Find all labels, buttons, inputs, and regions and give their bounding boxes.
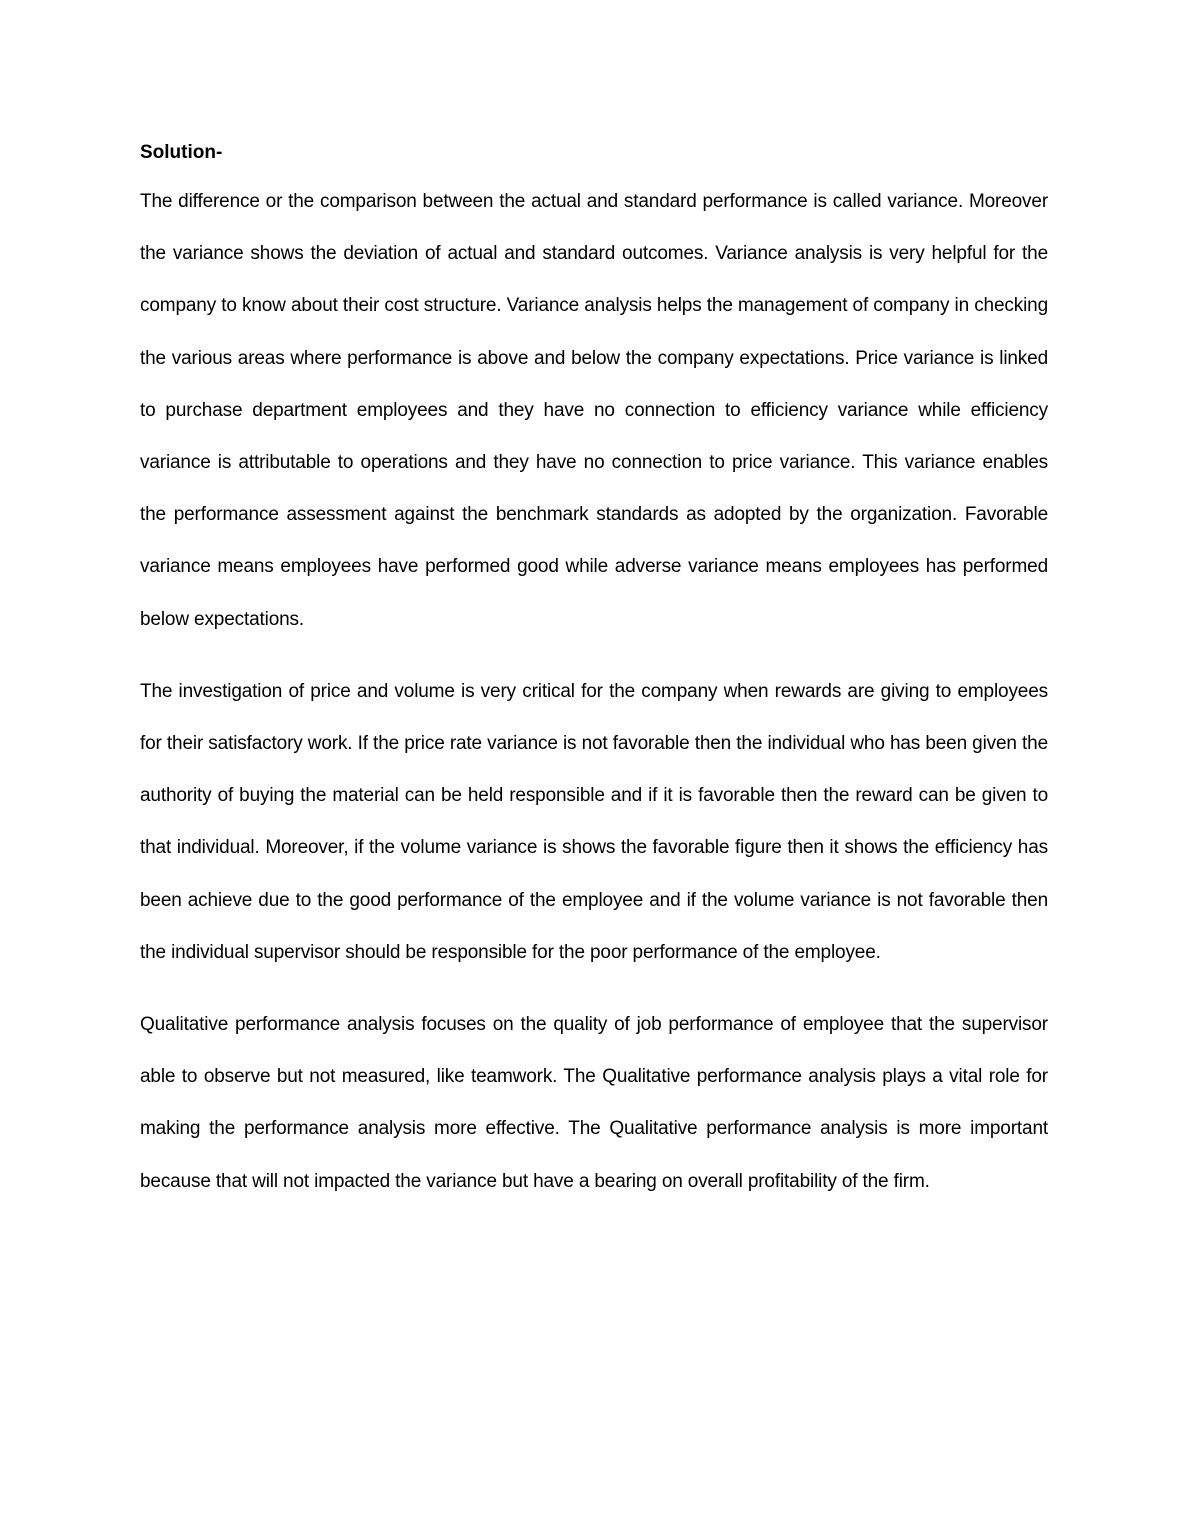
- paragraph-price-volume-investigation: The investigation of price and volume is very critical for the company when rewards are giving to employees for their satisfactory work. If the price rate variance is not favorable then the individual who has been given the authority of buying the material can be held responsible and if it is favorable then the reward can be given to that individual. Moreover, if the volume variance is shows the favorable figure then it shows the efficiency has been achieve due to the good performance of the employee and if the volume variance is not favorable then the individual supervisor should be responsible for the poor performance of the employee.: [140, 680, 1048, 963]
- paragraph-variance-definition: The difference or the comparison between the actual and standard performance is called variance. Moreover the variance shows the deviation of actual and standard outcomes. Variance analysis is very helpful for the company to know about their cost structure. Variance analysis helps the management of company in checking the various areas where performance is above and below the company expectations. Price variance is linked to purchase department employees and they have no connection to efficiency variance while efficiency variance is attributable to operations and they have no connection to price variance. This variance enables the performance assessment against the benchmark standards as adopted by the organization. Favorable variance means employees have performed good while adverse variance means employees has performed below expectations.: [140, 191, 1048, 630]
- section-heading: Solution-: [140, 142, 223, 163]
- paragraph-qualitative-analysis: Qualitative performance analysis focuses on the quality of job performance of employee that the supervisor able to observe but not measured, like teamwork. The Qualitative performance analysis plays a vital role for making the performance analysis more effective. The Qualitative performance analysis is more important because that will not impacted the variance but have a bearing on overall profitability of the firm.: [140, 1014, 1048, 1192]
- document-body: [140, 140, 1048, 1228]
